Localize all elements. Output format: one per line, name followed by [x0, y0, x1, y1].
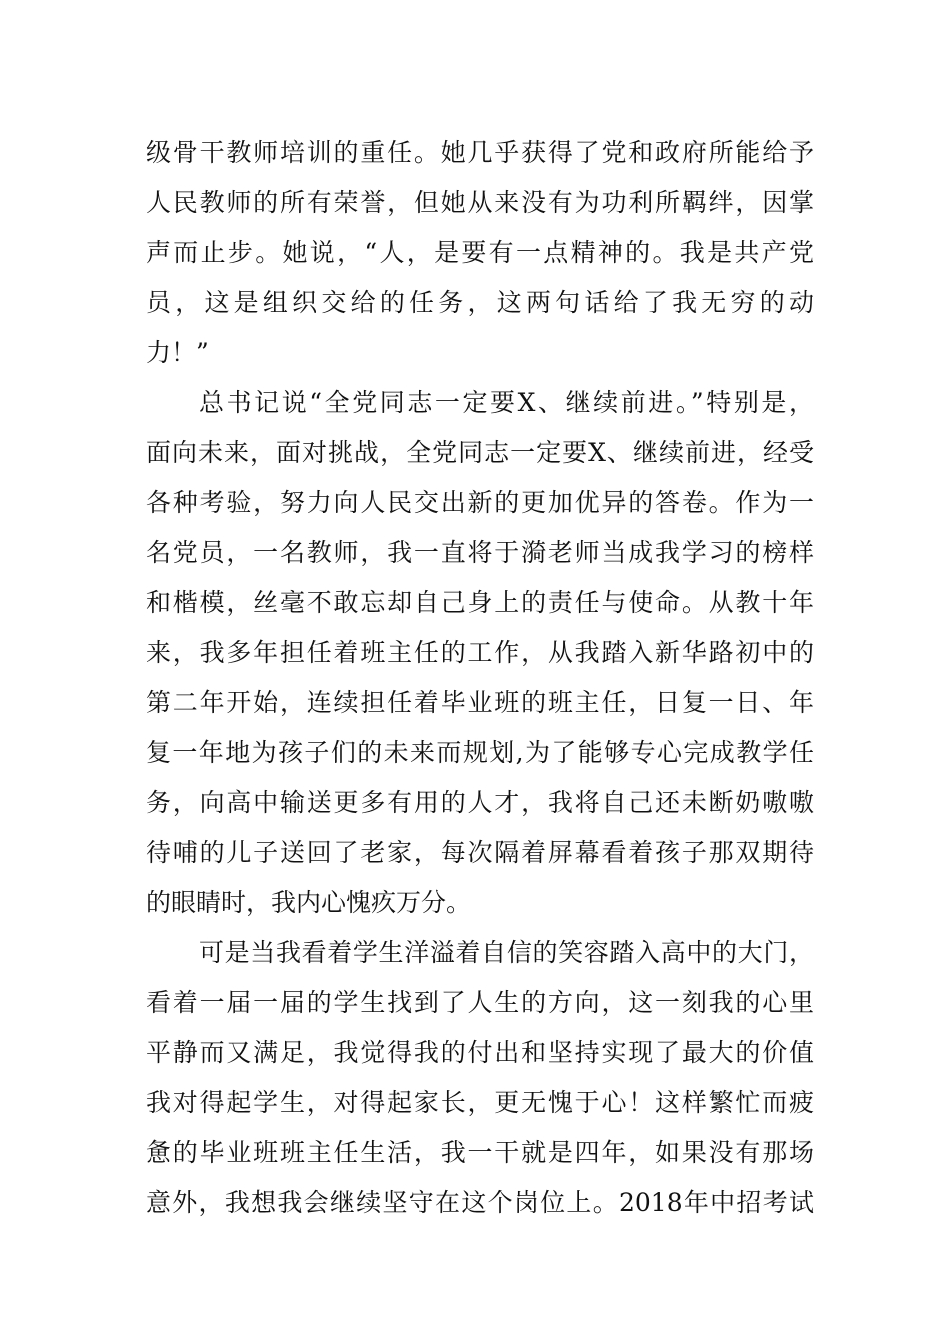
text-line: 名党员，一名教师，我一直将于漪老师当成我学习的榜样	[146, 538, 814, 567]
text-line: 复一年地为孩子们的未来而规划,为了能够专心完成教学任	[146, 738, 814, 767]
body-text	[146, 128, 814, 1228]
text-line: 人民教师的所有荣誉，但她从来没有为功利所羁绊，因掌	[146, 188, 814, 217]
paragraph-first-line: 可是当我看着学生洋溢着自信的笑容踏入高中的大门，	[199, 938, 814, 967]
text-line: 我对得起学生，对得起家长，更无愧于心！这样繁忙而疲	[146, 1088, 814, 1117]
text-line: 惫的毕业班班主任生活，我一干就是四年，如果没有那场	[146, 1138, 814, 1167]
paragraph-first-line: 总书记说“全党同志一定要X、继续前进。”特别是，	[199, 388, 814, 417]
text-line: 来，我多年担任着班主任的工作，从我踏入新华路初中的	[146, 638, 814, 667]
text-line: 第二年开始，连续担任着毕业班的班主任，日复一日、年	[146, 688, 814, 717]
text-line: 员，这是组织交给的任务，这两句话给了我无穷的动	[146, 288, 814, 317]
text-line: 各种考验，努力向人民交出新的更加优异的答卷。作为一	[146, 488, 814, 517]
text-line: 平静而又满足，我觉得我的付出和坚持实现了最大的价值	[146, 1038, 814, 1067]
text-line: 和楷模，丝毫不敢忘却自己身上的责任与使命。从教十年	[146, 588, 814, 617]
text-line: 面向未来，面对挑战，全党同志一定要X、继续前进，经受	[146, 438, 814, 467]
text-line: 的眼睛时，我内心愧疚万分。	[146, 888, 472, 917]
text-line: 力！”	[146, 338, 209, 367]
text-line: 意外，我想我会继续坚守在这个岗位上。2018年中招考试	[146, 1188, 814, 1217]
text-line: 待哺的儿子送回了老家，每次隔着屏幕看着孩子那双期待	[146, 838, 814, 867]
text-line: 看着一届一届的学生找到了人生的方向，这一刻我的心里	[146, 988, 814, 1017]
text-line: 务，向高中输送更多有用的人才，我将自己还未断奶嗷嗷	[146, 788, 814, 817]
text-line: 声而止步。她说，“人，是要有一点精神的。我是共产党	[146, 238, 814, 267]
text-line: 级骨干教师培训的重任。她几乎获得了党和政府所能给予	[146, 138, 814, 167]
